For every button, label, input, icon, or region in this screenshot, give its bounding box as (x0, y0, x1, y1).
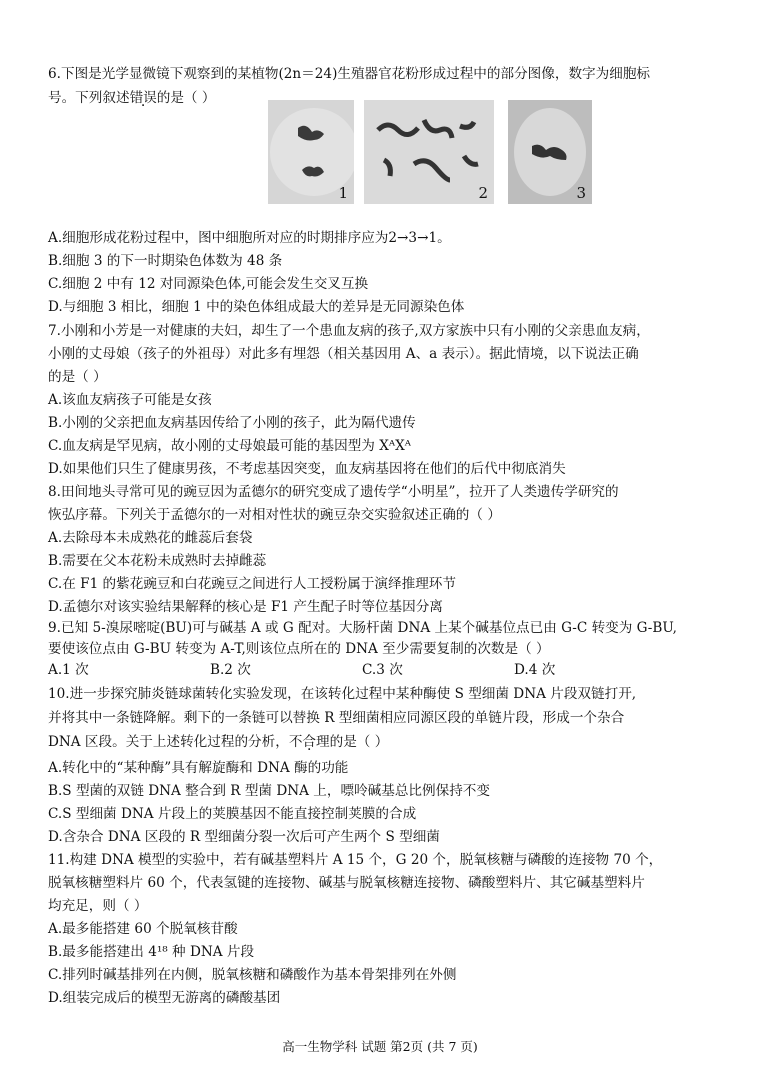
image-label-1: 1 (338, 184, 348, 202)
micrograph-1 (268, 100, 354, 204)
q8-option-d: D.孟德尔对该实验结果解释的核心是 F1 产生配子时等位基因分离 (48, 599, 443, 615)
cell-2-image (364, 100, 494, 204)
q7-option-c: C.血友病是罕见病，故小刚的丈母娘最可能的基因型为 XᴬXᴬ (48, 438, 411, 454)
q8-stem-line-2: 恢弘序幕。下列关于孟德尔的一对相对性状的豌豆杂交实验叙述正确的（ ） (48, 507, 501, 523)
q8-option-b: B.需要在父本花粉未成熟时去掉雌蕊 (48, 553, 267, 569)
q11-option-b: B.最多能搭建出 4¹⁸ 种 DNA 片段 (48, 944, 255, 960)
micrograph-3 (508, 100, 592, 204)
q11-stem-line-3: 均充足，则（ ） (48, 898, 148, 914)
q11-stem-line-1: 11.构建 DNA 模型的实验中，若有碱基塑料片 A 15 个，G 20 个，脱氧核糖与磷酸的连接物 70 个， (48, 852, 663, 868)
q11-option-d: D.组装完成后的模型无游离的磷酸基团 (48, 990, 281, 1006)
image-label-3: 3 (576, 184, 586, 202)
q7-option-a: A.该血友病孩子可能是女孩 (48, 392, 212, 408)
q9-option-a: A.1 次 (48, 662, 89, 678)
q8-option-a: A.去除母本未成熟花的雌蕊后套袋 (48, 530, 253, 546)
q11-option-c: C.排列时碱基排列在内侧，脱氧核糖和磷酸作为基本骨架排列在外侧 (48, 967, 457, 983)
q6-stem-line-1: 6.下图是光学显微镜下观察到的某植物(2n＝24)生殖器官花粉形成过程中的部分图像，数字为细胞标 (48, 66, 651, 82)
q7-stem-line-1: 7.小刚和小芳是一对健康的夫妇，却生了一个患血友病的孩子,双方家族中只有小刚的父亲患血友病， (48, 323, 650, 339)
q6-stem-part: 的是（ ） (156, 90, 216, 106)
micrograph-2 (364, 100, 494, 204)
q6-option-b: B.细胞 3 的下一时期染色体数为 48 条 (48, 253, 283, 269)
q11-stem-line-2: 脱氧核糖塑料片 60 个，代表氢键的连接物、碱基与脱氧核糖连接物、磷酸塑料片、其它碱基塑料片 (48, 875, 645, 891)
q9-option-d: D.4 次 (514, 662, 556, 678)
micrograph-figure (268, 100, 592, 204)
q6-emphasis: 错误 (129, 90, 157, 106)
q6-option-a: A.细胞形成花粉过程中，图中细胞所对应的时期排序应为2→3→1。 (48, 230, 451, 246)
q6-option-d: D.与细胞 3 相比，细胞 1 中的染色体组成最大的差异是无同源染色体 (48, 299, 465, 315)
q9-option-c: C.3 次 (362, 662, 403, 678)
q10-stem-part: 的是（ ） (329, 734, 389, 750)
q6-stem-part: 号。下列叙述 (48, 90, 130, 106)
q10-stem-part: DNA 区段。关于上述转化过程的分析， (48, 734, 289, 750)
q7-option-b: B.小刚的父亲把血友病基因传给了小刚的孩子，此为隔代遗传 (48, 415, 416, 431)
image-label-2: 2 (478, 184, 488, 202)
q10-stem-line-3 (48, 732, 388, 752)
q7-stem-line-2: 小刚的丈母娘（孩子的外祖母）对此多有埋怨（相关基因用 A、a 表示）。据此情境，以下说法正确 (48, 346, 639, 362)
q7-option-d: D.如果他们只生了健康男孩，不考虑基因突变，血友病基因将在他们的后代中彻底消失 (48, 461, 566, 477)
q10-option-a: A.转化中的“某种酶”具有解旋酶和 DNA 酶的功能 (48, 760, 349, 776)
q10-stem-line-1: 10.进一步探究肺炎链球菌转化实验发现，在该转化过程中某种酶使 S 型细菌 DNA 片段双链打开, (48, 686, 637, 702)
q9-stem-line-2: 要使该位点由 G-BU 转变为 A-T,则该位点所在的 DNA 至少需要复制的次数是（ ） (48, 641, 550, 657)
q10-option-c: C.S 型细菌 DNA 片段上的荚膜基因不能直接控制荚膜的合成 (48, 806, 417, 822)
q7-stem-line-3: 的是（ ） (48, 369, 107, 385)
q9-stem-line-1: 9.已知 5-溴尿嘧啶(BU)可与碱基 A 或 G 配对。大肠杆菌 DNA 上某个碱基位点已由 G-C 转变为 G-BU, (48, 620, 677, 636)
q10-option-d: D.含杂合 DNA 区段的 R 型细菌分裂一次后可产生两个 S 型细菌 (48, 829, 440, 845)
q6-stem-line-2 (48, 88, 215, 108)
q10-emphasis: 不合理 (288, 734, 330, 750)
q6-option-c: C.细胞 2 中有 12 对同源染色体,可能会发生交叉互换 (48, 276, 369, 292)
q8-stem-line-1: 8.田间地头寻常可见的豌豆因为孟德尔的研究变成了遗传学“小明星”，拉开了人类遗传学研究的 (48, 484, 619, 500)
q10-stem-line-2: 并将其中一条链降解。剩下的一条链可以替换 R 型细菌相应同源区段的单链片段，形成一个杂合 (48, 710, 625, 726)
q8-option-c: C.在 F1 的紫花豌豆和白花豌豆之间进行人工授粉属于演绎推理环节 (48, 576, 456, 592)
page-footer: 高一生物学科 试题 第2页 (共 7 页) (282, 1039, 478, 1054)
q10-option-b: B.S 型菌的双链 DNA 整合到 R 型菌 DNA 上，嘌呤碱基总比例保持不变 (48, 783, 490, 799)
q11-option-a: A.最多能搭建 60 个脱氧核苷酸 (48, 921, 238, 937)
q9-option-b: B.2 次 (210, 662, 251, 678)
